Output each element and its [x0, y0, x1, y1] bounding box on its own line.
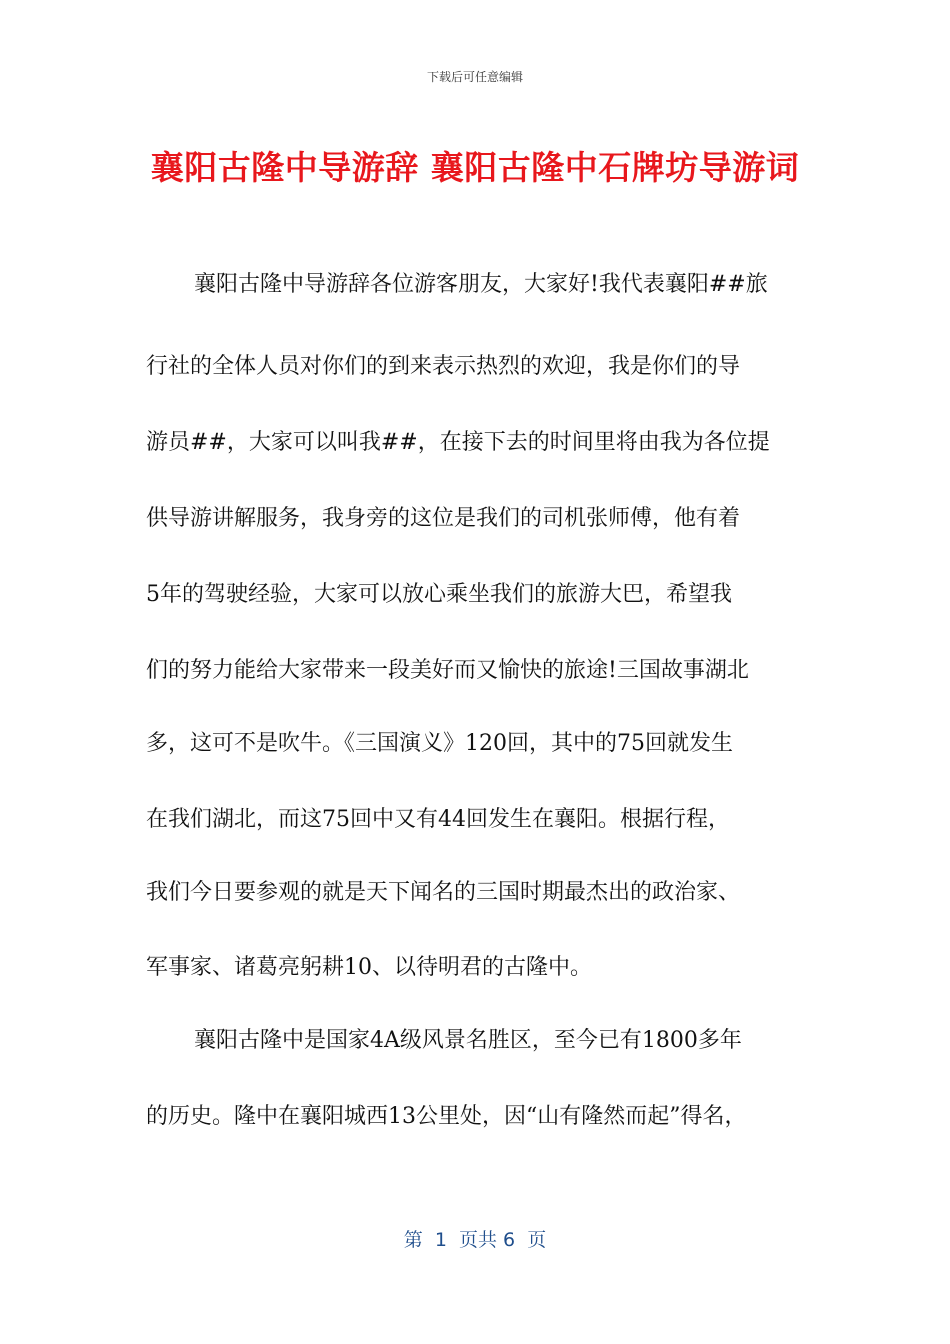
text-line: 在我们湖北，而这75回中又有44回发生在襄阳。根据行程，	[146, 807, 730, 832]
text-line: 军事家、诸葛亮躬耕10、以待明君的古隆中。	[146, 955, 592, 980]
text-line: 襄阳古隆中导游辞各位游客朋友，大家好!我代表襄阳##旅	[194, 272, 768, 297]
document-title: 襄阳古隆中导游辞 襄阳古隆中石牌坊导游词	[150, 148, 800, 187]
text-line: 们的努力能给大家带来一段美好而又愉快的旅途!三国故事湖北	[146, 658, 749, 683]
text-line: 的历史。隆中在襄阳城西13公里处，因“山有隆然而起”得名，	[146, 1104, 747, 1129]
text-line: 多，这可不是吹牛。《三国演义》120回，其中的75回就发生	[146, 731, 733, 756]
text-line: 游员##，大家可以叫我##，在接下去的时间里将由我为各位提	[146, 430, 770, 455]
text-line: 供导游讲解服务，我身旁的这位是我们的司机张师傅，他有着	[146, 506, 741, 531]
text-line: 行社的全体人员对你们的到来表示热烈的欢迎，我是你们的导	[146, 354, 741, 379]
header-note: 下载后可任意编辑	[426, 70, 523, 84]
page-footer: 第 1 页共 6 页	[403, 1229, 547, 1251]
text-line: 5年的驾驶经验，大家可以放心乘坐我们的旅游大巴，希望我	[146, 582, 732, 607]
text-line: 襄阳古隆中是国家4A级风景名胜区，至今已有1800多年	[194, 1028, 742, 1053]
text-line: 我们今日要参观的就是天下闻名的三国时期最杰出的政治家、	[146, 880, 741, 905]
